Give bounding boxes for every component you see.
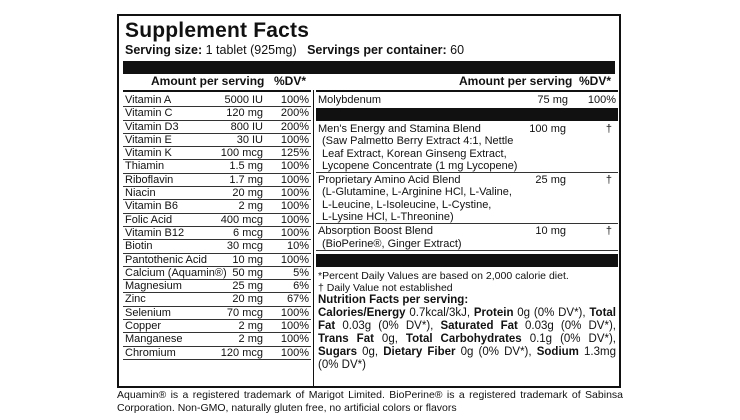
- nutrient-dv: 10%: [286, 240, 309, 253]
- nutrient-name: Manganese: [125, 333, 183, 346]
- footnotes: [316, 270, 618, 294]
- blend-block: [316, 122, 618, 173]
- blend-ingredients-line: Leaf Extract, Korean Ginseng Extract,: [322, 147, 507, 160]
- protein-label: Protein: [473, 306, 514, 319]
- blend-name: Men's Energy and Stamina Blend: [318, 123, 481, 135]
- nutrient-dv: 100%: [280, 253, 309, 266]
- total-fat-label: Total Fat: [318, 306, 616, 332]
- protein-value: 0g (0% DV*),: [513, 306, 590, 319]
- blend-amount: 100 mg: [529, 123, 566, 135]
- nutrient-dv: 100%: [280, 200, 309, 213]
- molybdenum-row: [316, 94, 618, 107]
- nutrition-facts-body: [316, 307, 618, 372]
- nutrient-name: Vitamin D3: [125, 120, 179, 133]
- nutrient-name: Vitamin K: [125, 147, 172, 160]
- calories-value: 0.7kcal/3kJ,: [405, 306, 474, 319]
- left-nutrient-list: [123, 94, 311, 360]
- nutrient-name: Calcium (Aquamin®): [125, 266, 227, 279]
- nutrient-dv: 125%: [280, 147, 309, 160]
- footnote-dv: *Percent Daily Values are based on 2,000 calorie diet.: [318, 269, 569, 282]
- nutrient-row: [123, 187, 311, 200]
- nutrient-amount: 6 mcg: [233, 226, 263, 239]
- blend-ingredients-line: L-Leucine, L-Isoleucine, L-Cystine,: [322, 198, 492, 211]
- nutrient-amount: 30 mcg: [226, 240, 263, 253]
- fiber-value: 0g (0% DV*),: [455, 345, 537, 358]
- blend-dv: †: [605, 174, 612, 187]
- nutrient-name: Vitamin C: [125, 107, 173, 120]
- nutrient-row: [123, 307, 311, 320]
- nutrient-dv: 100%: [280, 346, 309, 359]
- thick-divider: [123, 61, 615, 74]
- nutrient-dv: 5%: [293, 266, 309, 279]
- right-header-amount: Amount per serving: [459, 74, 573, 88]
- nutrient-dv: 67%: [286, 293, 309, 306]
- nutrient-row: [123, 160, 311, 173]
- right-header-rule: [316, 90, 618, 92]
- blend-block: [316, 224, 618, 251]
- nutrient-dv: 100%: [280, 94, 309, 106]
- nutrient-amount: 100 mcg: [220, 147, 263, 160]
- nutrient-amount: 5000 IU: [224, 94, 263, 106]
- nutrition-facts-title: Nutrition Facts per serving:: [318, 293, 469, 306]
- nutrient-amount: 800 IU: [230, 120, 263, 133]
- nutrient-row: [123, 347, 311, 360]
- nutrient-name: Biotin: [125, 240, 153, 253]
- nutrient-name: Chromium: [125, 346, 176, 359]
- nutrient-row: [123, 107, 311, 120]
- blend-amount: 25 mg: [535, 174, 566, 187]
- nutrient-dv: 100%: [280, 320, 309, 333]
- nutrient-amount: 70 mcg: [226, 306, 263, 319]
- total-fat-value: 0.03g (0% DV*),: [335, 319, 441, 332]
- nutrient-row: [123, 134, 311, 147]
- nutrient-name: Vitamin E: [125, 133, 172, 146]
- serving-info: [125, 43, 464, 57]
- trademark-note: Aquamin® is a registered trademark of Marigot Limited. BioPerine® is a registered trademark of Sabinsa Corporation. Non-GMO, naturally gluten free, no artificial colors or flavors: [117, 389, 623, 414]
- calories-label: Calories/Energy: [318, 306, 406, 319]
- left-header-rule: [123, 90, 311, 92]
- nutrient-dv: 100%: [587, 94, 616, 106]
- nutrient-dv: 200%: [280, 120, 309, 133]
- panel-title: Supplement Facts: [125, 19, 310, 42]
- nutrient-amount: 50 mg: [232, 266, 263, 279]
- nutrient-name: Riboflavin: [125, 173, 174, 186]
- nutrient-amount: 20 mg: [232, 187, 263, 200]
- nutrient-name: Thiamin: [125, 160, 165, 173]
- nutrient-dv: 100%: [280, 226, 309, 239]
- nutrient-dv: 100%: [280, 133, 309, 146]
- serving-size-value: 1 tablet (925mg): [205, 43, 297, 57]
- blend-list: [316, 122, 618, 251]
- nutrient-name: Molybdenum: [318, 94, 381, 106]
- nutrient-row: [123, 320, 311, 333]
- right-column: [316, 94, 618, 372]
- nutrient-row: [123, 227, 311, 240]
- nutrient-name: Magnesium: [125, 280, 182, 293]
- nutrient-name: Copper: [125, 320, 162, 333]
- sugars-label: Sugars: [318, 345, 357, 358]
- nutrient-row: [123, 200, 311, 213]
- blend-amount: 10 mg: [535, 225, 566, 238]
- right-header-dv: %DV*: [579, 74, 612, 88]
- sat-fat-label: Saturated Fat: [440, 319, 518, 332]
- nutrient-amount: 2 mg: [238, 200, 263, 213]
- blend-name: Proprietary Amino Acid Blend: [318, 174, 461, 187]
- nutrient-dv: 100%: [280, 306, 309, 319]
- nutrient-amount: 1.7 mg: [229, 173, 263, 186]
- nutrient-amount: 400 mcg: [220, 213, 263, 226]
- nutrient-name: Selenium: [125, 306, 171, 319]
- footnote-dagger: † Daily Value not established: [318, 281, 453, 294]
- blend-dv: †: [605, 225, 612, 238]
- nutrient-row: [123, 174, 311, 187]
- section-bar: [316, 108, 618, 121]
- left-header-dv: %DV*: [274, 74, 307, 88]
- nutrient-amount: 2 mg: [238, 320, 263, 333]
- nutrient-amount: 30 IU: [236, 133, 263, 146]
- column-divider: [313, 90, 314, 388]
- nutrient-name: Vitamin B6: [125, 200, 178, 213]
- nutrient-amount: 10 mg: [232, 253, 263, 266]
- nutrient-dv: 100%: [280, 213, 309, 226]
- nutrient-name: Niacin: [125, 187, 156, 200]
- servings-value: 60: [450, 43, 465, 57]
- nutrient-amount: 120 mcg: [220, 346, 263, 359]
- blend-name: Absorption Boost Blend: [318, 225, 433, 238]
- nutrient-name: Folic Acid: [125, 213, 173, 226]
- sodium-value: 1.3mg (0% DV*): [318, 345, 616, 371]
- nutrient-row: [123, 333, 311, 346]
- nutrient-row: [123, 267, 311, 280]
- nutrient-row: [123, 214, 311, 227]
- carbs-value: 0.1g (0% DV*),: [521, 332, 616, 345]
- nutrient-row: [123, 94, 311, 107]
- nutrient-amount: 75 mg: [537, 94, 568, 106]
- nutrient-row: [123, 254, 311, 267]
- nutrient-dv: 200%: [280, 107, 309, 120]
- nutrient-name: Vitamin B12: [125, 226, 185, 239]
- nutrient-name: Vitamin A: [125, 94, 172, 106]
- blend-block: [316, 173, 618, 224]
- section-bar: [316, 254, 618, 267]
- serving-size-label: Serving size:: [125, 43, 203, 57]
- blend-ingredients-line: L-Lysine HCl, L-Threonine): [322, 211, 454, 224]
- servings-label: Servings per container:: [307, 43, 447, 57]
- nutrient-name: Pantothenic Acid: [125, 253, 207, 266]
- sodium-label: Sodium: [536, 345, 579, 358]
- blend-ingredients-line: (Saw Palmetto Berry Extract 4:1, Nettle: [322, 135, 514, 148]
- blend-ingredients-line: Lycopene Concentrate (1 mg Lycopene): [322, 159, 518, 172]
- nutrient-row: [123, 293, 311, 306]
- nutrient-amount: 1.5 mg: [229, 160, 263, 173]
- blend-ingredients-line: (BioPerine®, Ginger Extract): [322, 237, 462, 250]
- nutrient-name: Zinc: [125, 293, 146, 306]
- sat-fat-value: 0.03g (0% DV*),: [517, 319, 616, 332]
- blend-ingredients-line: (L-Glutamine, L-Arginine HCl, L-Valine,: [322, 186, 512, 199]
- left-header-amount: Amount per serving: [151, 74, 265, 88]
- nutrient-amount: 20 mg: [232, 293, 263, 306]
- trans-fat-value: 0g,: [373, 332, 406, 345]
- nutrient-row: [123, 121, 311, 134]
- sugars-value: 0g,: [357, 345, 384, 358]
- nutrient-dv: 100%: [280, 333, 309, 346]
- nutrient-dv: 100%: [280, 160, 309, 173]
- nutrient-row: [123, 240, 311, 253]
- trans-fat-label: Trans Fat: [318, 332, 374, 345]
- nutrient-dv: 6%: [293, 280, 309, 293]
- nutrient-dv: 100%: [280, 187, 309, 200]
- nutrient-row: [123, 147, 311, 160]
- blend-dv: †: [605, 123, 612, 135]
- fiber-label: Dietary Fiber: [383, 345, 456, 358]
- carbs-label: Total Carbohydrates: [405, 332, 522, 345]
- nutrient-amount: 2 mg: [238, 333, 263, 346]
- nutrient-amount: 120 mg: [226, 107, 263, 120]
- supplement-facts-panel: [117, 14, 621, 388]
- nutrient-row: [123, 280, 311, 293]
- nutrient-dv: 100%: [280, 173, 309, 186]
- nutrient-amount: 25 mg: [232, 280, 263, 293]
